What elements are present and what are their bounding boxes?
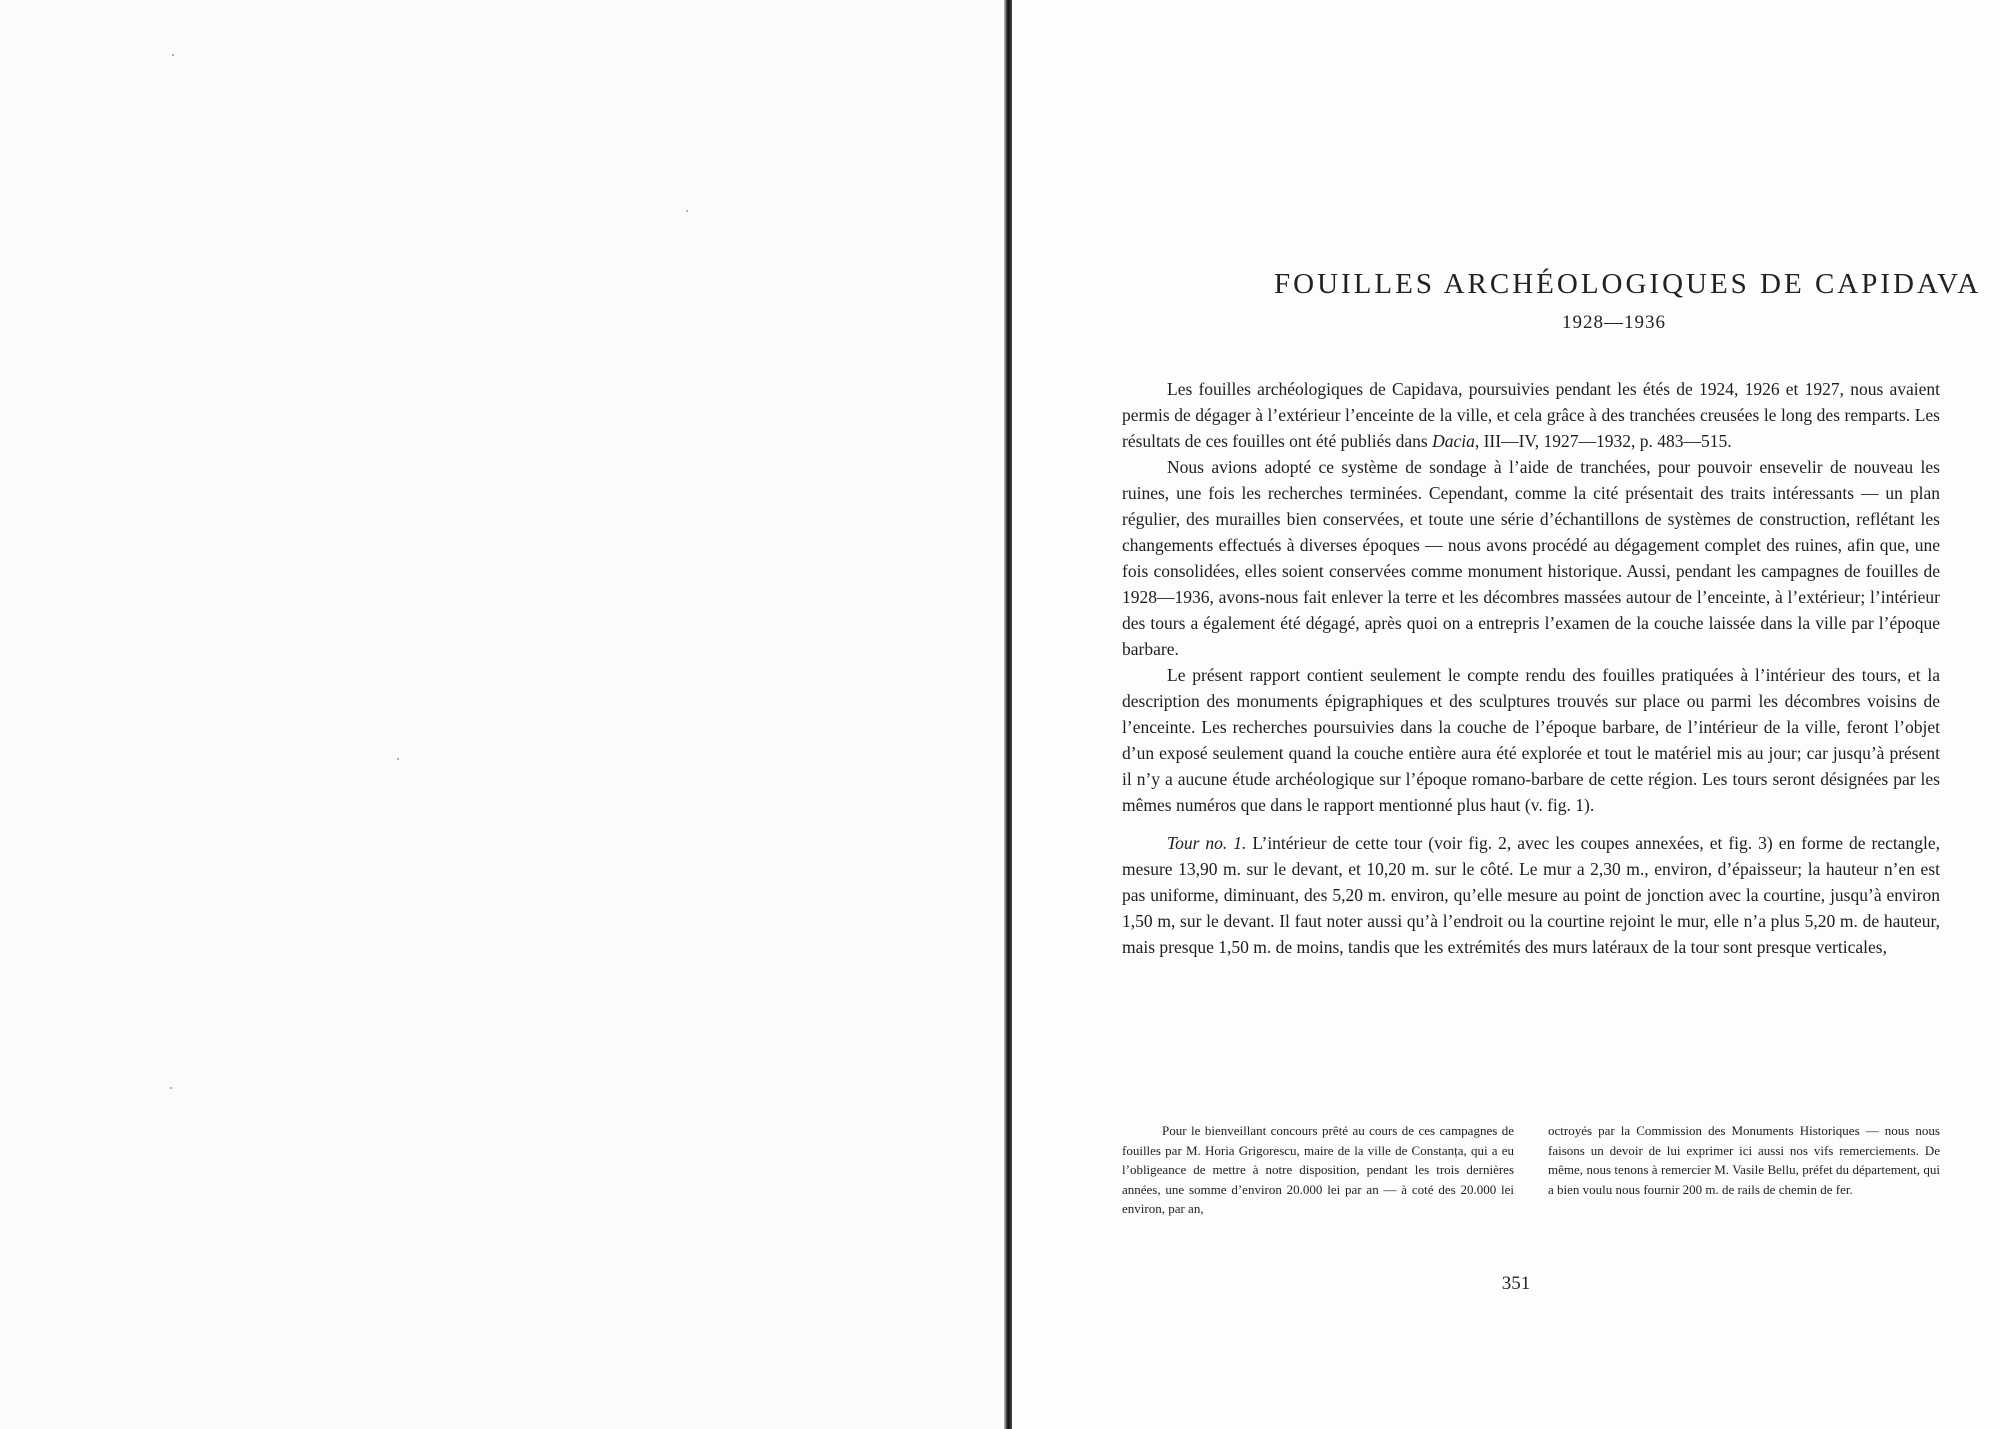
paper-speck xyxy=(172,54,174,56)
paragraph-report-scope: Le présent rapport contient seulement le compte rendu des fouilles pratiquées à l’intérieur des tours, et la description des monuments épigraphiques et des sculptures trouvés sur place ou parmi les décombres voisins de l’enceinte. Les recherches poursuivies dans la couche de l’époque barbare, de l’intérieur de la ville, feront l’objet d’un exposé seulement quand la couche entière aura été explorée et tout le matériel mis au jour; car jusqu’à présent il n’y a aucune étude archéologique sur l’époque romano-barbare de cette région. Les tours seront désignées par les mêmes numéros que dans le rapport mentionné plus haut (v. fig. 1). xyxy=(1122,665,1940,815)
paragraph-method: Nous avions adopté ce système de sondage à l’aide de tranchées, pour pouvoir ensevelir de nouveau les ruines, une fois les recherches terminées. Cependant, comme la cité présentait des traits intéressants — un plan régulier, des murailles bien conservées, et toute une série d’échantillons de systèmes de construction, reflétant les changements effectués à diverses époques — nous avons procédé au dégagement complet des ruines, afin que, une fois consolidées, elles soient conservées comme monument historique. Aussi, pendant les campagnes de fouilles de 1928—1936, avons-nous fait enlever la terre et les décombres massées autour de l’enceinte, à l’extérieur; l’intérieur des tours a également été dégagé, après quoi on a entrepris l’examen de la couche laissée dans la ville par l’époque barbare. xyxy=(1122,457,1940,659)
article-body xyxy=(1122,376,1940,960)
article-date-range: 1928—1936 xyxy=(1562,312,1666,333)
journal-title: Dacia xyxy=(1432,431,1475,451)
footnote-area xyxy=(1122,1121,1940,1219)
paper-speck xyxy=(170,1087,172,1089)
text-page xyxy=(1012,0,2000,1429)
page-number: 351 xyxy=(1501,1273,1531,1294)
paragraph-intro: Les fouilles archéologiques de Capidava, poursuivies pendant les étés de 1924, 1926 et 1927, nous avaient permis de dégager à l’extérieur l’enceinte de la ville, et cela grâce à des tranchées creusées le long des remparts. Les résultats de ces fouilles ont été publiés dans Dacia, III—IV, 1927—1932, p. 483—515. xyxy=(1122,379,1940,451)
article-title: FOUILLES ARCHÉOLOGIQUES DE CAPIDAVA xyxy=(1274,268,1982,300)
footnote-column-right: octroyés par la Commission des Monuments Historiques — nous nous faisons un devoir de lui exprimer ici aussi nos vifs remerciements. De même, nous tenons à remercier M. Vasile Bellu, préfet du département, qui a bien voulu nous fournir 200 m. de rails de chemin de fer. xyxy=(1548,1123,1940,1197)
paper-speck xyxy=(397,758,399,760)
paper-speck xyxy=(686,210,688,212)
section-heading-tour-1: Tour no. 1. xyxy=(1167,833,1247,853)
book-spine-gutter xyxy=(1004,0,1012,1429)
paragraph-tour-1: Tour no. 1. L’intérieur de cette tour (voir fig. 2, avec les coupes annexées, et fig. 3) en forme de rectangle, mesure 13,90 m. sur le devant, et 10,20 m. sur le côté. Le mur a 2,30 m., environ, d’épaisseur; la hauteur n’en est pas uniforme, diminuant, des 5,20 m. environ, qu’elle mesure au point de jonction avec la courtine, jusqu’à environ 1,50 m, sur le devant. Il faut noter aussi qu’à l’endroit ou la courtine rejoint le mur, elle n’a plus 5,20 m. de hauteur, mais presque 1,50 m. de moins, tandis que les extrémités des murs latéraux de la tour sont presque verticales, xyxy=(1122,833,1941,957)
footnote-column-left: Pour le bienveillant concours prêté au cours de ces campagnes de fouilles par M. Horia Grigorescu, maire de la ville de Constanța, qui a eu l’obligeance de mettre à notre disposition, pendant les trois dernières années, une somme d’environ 20.000 lei par an — à coté des 20.000 lei environ, par an, xyxy=(1122,1123,1514,1216)
